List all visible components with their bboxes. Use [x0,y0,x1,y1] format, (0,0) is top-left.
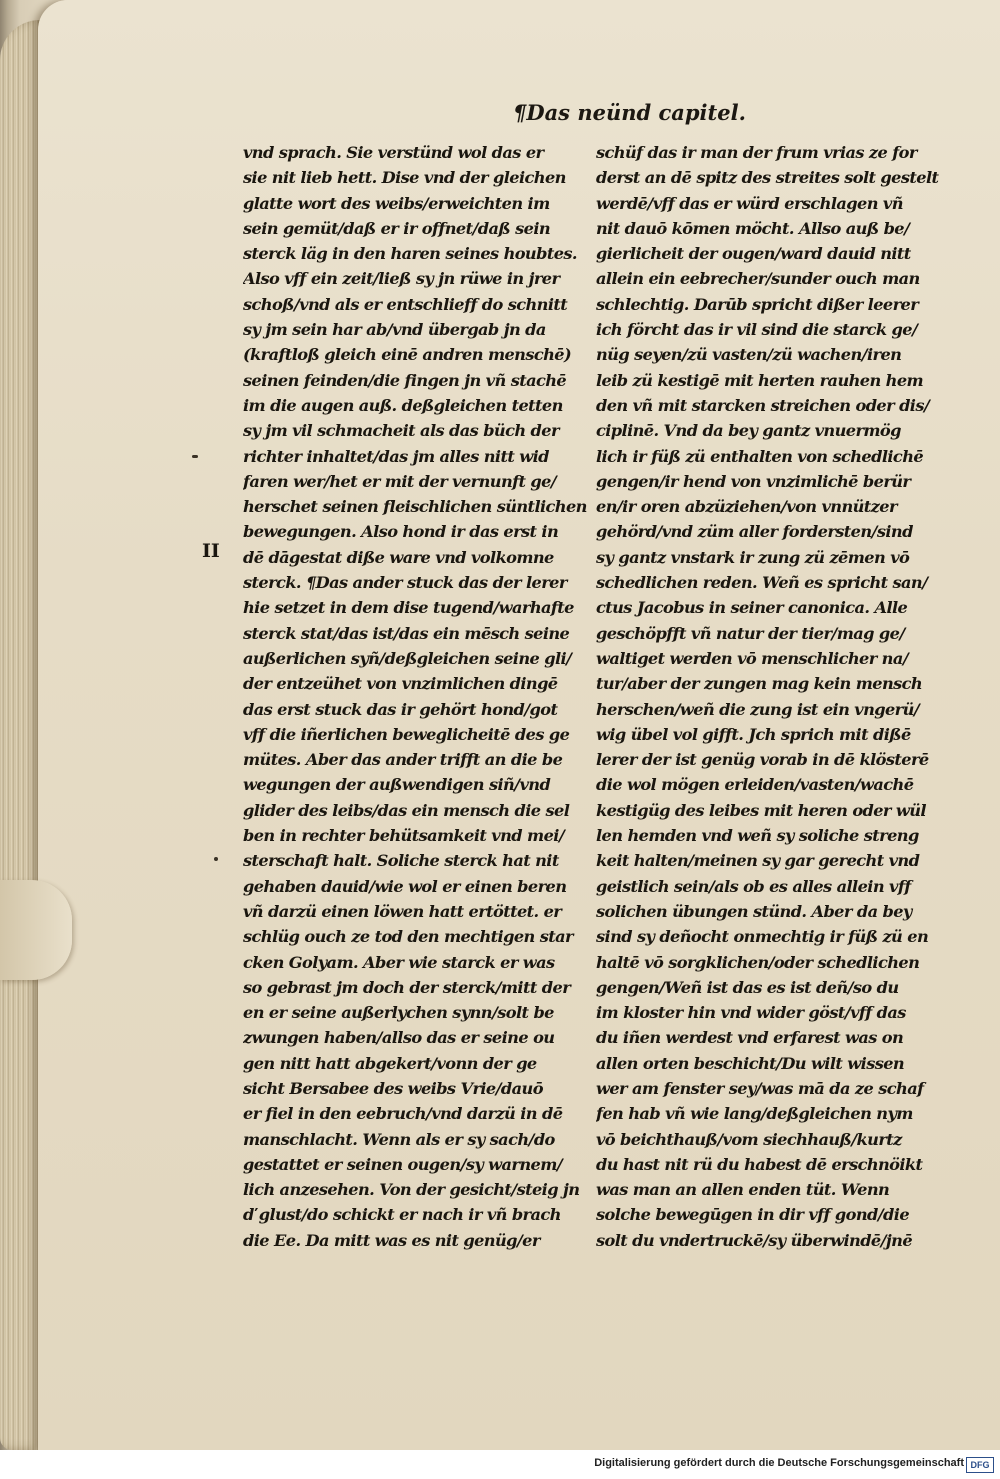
text-line: die wol mögen erleiden/vasten/wachē [596,775,914,795]
text-line: sterck. ¶Das ander stuck das der lerer [243,573,567,593]
text-line: en/ir oren abzüziehen/von vnnützer [596,497,897,517]
text-line: wig übel vol gifft. Jch sprich mit dißē [596,724,911,744]
page-tab-fold [0,880,72,980]
text-line: du hast nit rü du habest dē erschnöikt [596,1154,923,1174]
text-line: sterschaft halt. Soliche sterck hat nit [243,851,559,871]
text-line: vnd sprach. Sie verstünd wol das er [243,143,544,162]
text-line: gehaben dauid/wie wol er einen beren [243,876,567,896]
text-line: kestigüg des leibes mit heren oder wül [596,800,926,820]
text-line: gierlicheit der ougen/ward dauid nitt [596,244,911,264]
text-line: Also vff ein zeit/ließ sy jn rüwe in jrer [243,269,560,289]
text-line: sind sy deñocht onmechtig ir füß zü en [596,927,929,947]
text-line: der entzeühet von vnzimlichen dingē [243,674,558,694]
text-line: haltē vō sorgklichen/oder schedlichen [596,952,920,972]
text-line: die Ee. Da mitt was es nit genüg/er [243,1230,540,1250]
text-line: gen nitt hatt abgekert/vonn der ge [243,1053,537,1073]
text-line: außerlichen syñ/deßgleichen seine gli/ [243,648,572,668]
text-line: schoß/vnd als er entschlieff do schnitt [243,294,568,314]
text-line: gengen/ir hend von vnzimlichē berür [596,471,911,491]
text-line: waltiget werden vō menschlicher na/ [596,648,909,668]
text-line: herschet seinen fleischlichen süntlichen [243,497,587,517]
text-line: (kraftloß gleich einē andren menschē) [243,345,572,365]
text-line: lich ir füß zü enthalten von schedlichē [596,446,924,466]
text-line: du iñen werdest vnd erfarest was on [596,1028,904,1048]
text-line: lich anzesehen. Von der gesicht/steig jn [243,1180,580,1200]
text-line: vō beichthauß/vom siechhauß/kurtz [596,1129,902,1149]
text-line: zwungen haben/allso das er seine ou [243,1028,555,1048]
text-line: leib zü kestigē mit herten rauhen hem [596,370,924,390]
text-line: solche bewegūgen in dir vff gond/die [596,1205,910,1225]
text-line: werdē/vff das er würd erschlagen vñ [596,193,903,213]
text-line: geschöpfft vñ natur der tier/mag ge/ [596,623,905,643]
text-line: sy gantz vnstark ir zung zü zēmen vō [596,547,910,567]
text-line: derst an dē spitz des streites solt gestelt [596,168,939,188]
text-line: nüg seyen/zü vasten/zü wachen/iren [596,345,902,365]
text-line: herschen/weñ die zung ist ein vngerü/ [596,699,920,719]
text-line: gestattet er seinen ougen/sy warnem/ [243,1154,563,1174]
text-line: gehörd/vnd züm aller fordersten/sind [596,522,913,542]
text-line: ciplinē. Vnd da bey gantz vnuermög [596,421,901,441]
text-line: sy jm sein har ab/vnd übergab jn da [243,320,546,340]
text-line: dē dāgestat diße ware vnd volkomne [243,547,554,567]
text-line: sicht Bersabee des weibs Vrie/dauō [243,1078,543,1098]
footer-bar [0,1450,1000,1479]
text-line: so gebrast jm doch der sterck/mitt der [243,977,571,997]
text-line: glider des leibs/das ein mensch die sel [243,800,570,820]
text-line: sie nit lieb hett. Dise vnd der gleichen [243,168,566,188]
text-line: sein gemüt/daß er ir offnet/daß sein [243,218,551,238]
text-line: geistlich sein/als ob es alles allein vff [596,876,911,896]
margin-mark [214,857,218,861]
text-line: ď glust/do schickt er nach ir vñ brach [243,1205,561,1225]
text-line: solt du vndertruckē/sy überwindē/jnē [596,1230,913,1250]
text-line: wer am fenster sey/was mā da ze schaf [596,1078,924,1098]
text-line: den vñ mit starcken streichen oder dis/ [596,395,930,415]
left-text-column [243,140,593,1253]
text-line: allein ein eebrecher/sunder ouch man [596,269,920,289]
text-line: fen hab vñ wie lang/deßgleichen nym [596,1104,913,1124]
text-line: seinen feinden/die fingen jn vñ stachē [243,370,567,390]
margin-mark [192,455,198,458]
text-line: mütes. Aber das ander trifft an die be [243,750,563,770]
margin-number: II [202,540,220,562]
text-line: lerer der ist genüg vorab in dē klösterē [596,750,929,770]
text-line: das erst stuck das ir gehört hond/got [243,699,558,719]
text-line: manschlacht. Wenn als er sy sach/do [243,1129,555,1149]
text-line: schlüg ouch ze tod den mechtigen star [243,927,573,947]
text-line: richter inhaltet/das jm alles nitt wid [243,446,549,466]
text-line: vff die iñerlichen beweglicheitē des ge [243,724,570,744]
text-line: sy jm vil schmacheit als das büch der [243,421,559,441]
text-line: ben in rechter behütsamkeit vnd mei/ [243,826,565,846]
text-line: allen orten beschicht/Du wilt wissen [596,1053,905,1073]
right-text-column [596,140,946,1253]
text-line: er fiel in den eebruch/vnd darzü in dē [243,1104,563,1124]
text-line: schüf das ir man der frum vrias ze for [596,143,917,162]
text-line: im die augen auß. deßgleichen tetten [243,395,563,415]
text-line: im kloster hin vnd wider göst/vff das [596,1003,906,1023]
dfg-logo: DFG [966,1457,994,1473]
text-line: nit dauō kōmen möcht. Allso auß be/ [596,218,910,238]
text-line: ctus Jacobus in seiner canonica. Alle [596,598,908,618]
text-line: faren wer/het er mit der vernunft ge/ [243,471,557,491]
text-line: was man an allen enden tüt. Wenn [596,1180,890,1200]
text-line: ich förcht das ir vil sind die starck ge/ [596,320,918,340]
text-line: schedlichen reden. Weñ es spricht san/ [596,573,928,593]
text-line: gengen/Weñ ist das es ist deñ/so du [596,977,899,997]
text-line: hie setzet in dem dise tugend/warhafte [243,598,574,618]
text-line: vñ darzü einen löwen hatt ertöttet. er [243,901,562,921]
text-line: wegungen der außwendigen siñ/vnd [243,775,551,795]
text-line: keit halten/meinen sy gar gerecht vnd [596,851,920,871]
text-line: en er seine außerlychen synn/solt be [243,1003,554,1023]
text-line: len hemden vnd weñ sy soliche streng [596,826,919,846]
text-line: schlechtig. Darūb spricht dißer leerer [596,294,919,314]
text-line: sterck läg in den haren seines houbtes. [243,244,577,264]
text-line: bewegungen. Also hond ir das erst in [243,522,559,542]
footer-credit: Digitalisierung gefördert durch die Deutsche Forschungsgemeinschaft [594,1457,964,1469]
text-line: glatte wort des weibs/erweichten im [243,193,550,213]
text-line: solichen übungen stünd. Aber da bey [596,901,912,921]
text-line: cken Golyam. Aber wie starck er was [243,952,555,972]
text-line: sterck stat/das ist/das ein mēsch seine [243,623,570,643]
chapter-heading: ¶Das neünd capitel. [513,100,746,125]
text-line: tur/aber der zungen mag kein mensch [596,674,923,694]
